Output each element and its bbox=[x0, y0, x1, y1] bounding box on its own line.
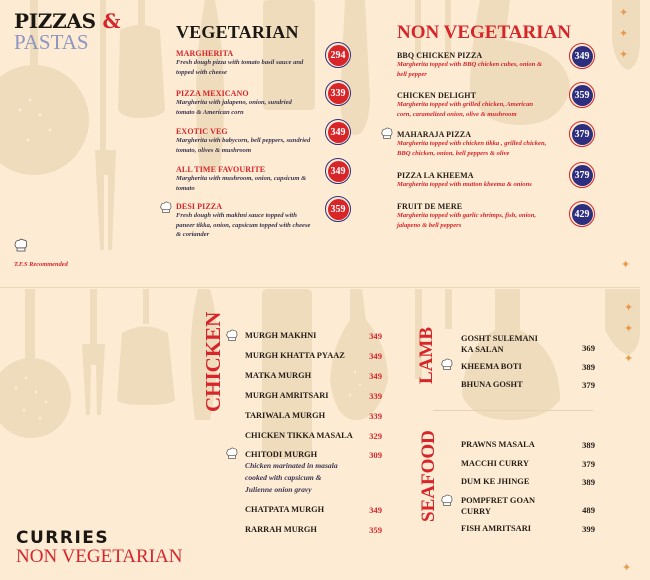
chef-hat-icon bbox=[225, 447, 239, 461]
menu-item[interactable] bbox=[397, 91, 547, 119]
curry-item-price: 309 bbox=[369, 450, 382, 460]
sparkle-icon: ✦ bbox=[624, 301, 634, 314]
sparkle-icon: ✦ bbox=[619, 48, 629, 61]
item-name: DESI PIZZA bbox=[176, 202, 223, 211]
item-description: Margherita with mushroom, onion, capsicum & tomato bbox=[176, 175, 307, 192]
curry-item-price: 349 bbox=[369, 331, 382, 341]
curry-item-price: 489 bbox=[582, 505, 595, 515]
item-description: Margherita with babycorn, bell peppers, sundried tomato, olives & mushroom bbox=[176, 137, 311, 154]
curry-item-price: 389 bbox=[582, 362, 595, 372]
price-badge: 359 bbox=[325, 196, 351, 222]
item-description: Margherita topped with chicken tikka , grilled chicken, BBQ chicken, onion, bell peppers & olive bbox=[397, 140, 547, 157]
curry-item-name-line2: CURRY bbox=[461, 507, 491, 516]
curry-item-name[interactable]: CHICKEN TIKKA MASALA bbox=[245, 431, 353, 440]
curry-item-name[interactable]: MURGH MAKHNI bbox=[245, 331, 317, 340]
price-badge: 349 bbox=[325, 119, 351, 145]
chicken-category-label: CHICKEN bbox=[201, 311, 225, 412]
sparkle-icon: ✦ bbox=[621, 258, 631, 271]
curry-item-price: 329 bbox=[369, 431, 382, 441]
chef-hat-icon bbox=[14, 238, 28, 254]
price-badge: 349 bbox=[325, 158, 351, 184]
curry-item-price: 389 bbox=[582, 477, 595, 487]
curry-item-name[interactable]: MURGH KHATTA PYAAZ bbox=[245, 351, 345, 360]
curry-item-name[interactable]: MURGH AMRITSARI bbox=[245, 391, 329, 400]
category-divider bbox=[433, 410, 593, 411]
item-name: BBQ CHICKEN PIZZA bbox=[397, 51, 483, 60]
curry-item-price: 369 bbox=[582, 343, 595, 353]
curry-item-name[interactable]: CHITODI MURGH bbox=[245, 450, 318, 459]
menu-item[interactable] bbox=[397, 171, 552, 190]
menu-item[interactable] bbox=[176, 49, 311, 77]
curry-item-name[interactable]: DUM KE JHINGE bbox=[461, 477, 530, 486]
curry-item-name[interactable]: CHATPATA MURGH bbox=[245, 505, 325, 514]
curry-item-price: 339 bbox=[369, 391, 382, 401]
curry-item-price: 379 bbox=[582, 459, 595, 469]
item-description: Fresh dough pizza with tomato basil sauce and topped with cheese bbox=[176, 59, 304, 76]
item-description: Margherita topped with garlic shrimps, fish, onion, jalapeno & bell peppers bbox=[397, 212, 537, 229]
curry-item-name-line2: KA SALAN bbox=[461, 345, 504, 354]
curry-item-name[interactable]: KHEEMA BOTI bbox=[461, 362, 522, 371]
item-description: Margherita topped with BBQ chicken cubes, onion & bell pepper bbox=[397, 61, 543, 78]
seafood-category-label: SEAFOOD bbox=[418, 430, 439, 522]
item-name: MARGHERITA bbox=[176, 49, 234, 58]
curry-item-name-line1: POMPFRET GOAN bbox=[461, 496, 536, 505]
item-name: PIZZA MEXICANO bbox=[176, 89, 249, 98]
menu-item[interactable] bbox=[397, 130, 547, 158]
curry-item-name-line1: GOSHT SULEMANI bbox=[461, 334, 538, 343]
item-description: Fresh dough with makhni sauce topped with paneer tikka, onion, capsicum topped with cheese & coriander bbox=[176, 212, 311, 239]
price-badge: 349 bbox=[569, 43, 595, 69]
curry-item-price: 399 bbox=[582, 524, 595, 534]
price-badge: 429 bbox=[569, 201, 595, 227]
chef-hat-icon bbox=[225, 329, 239, 343]
price-badge: 379 bbox=[569, 162, 595, 188]
pastas-title-word: PASTAS bbox=[14, 30, 89, 54]
section-divider bbox=[0, 287, 640, 288]
lamb-category-label: LAMB bbox=[416, 327, 437, 384]
menu-item[interactable] bbox=[176, 202, 316, 240]
sparkle-icon: ✦ bbox=[624, 322, 634, 335]
curry-item-name[interactable]: TARIWALA MURGH bbox=[245, 411, 326, 420]
item-name: FRUIT DE MERE bbox=[397, 202, 463, 211]
chef-hat-icon bbox=[440, 494, 454, 508]
curry-item-description: Chicken marinated in masala cooked with capsicum & Julienne onion gravy bbox=[245, 461, 338, 494]
curry-item-price: 389 bbox=[582, 440, 595, 450]
menu-item[interactable] bbox=[176, 89, 311, 117]
price-badge: 359 bbox=[569, 82, 595, 108]
curry-item-name[interactable] bbox=[461, 333, 538, 355]
curry-item-name[interactable]: MACCHI CURRY bbox=[461, 459, 529, 468]
item-name: PIZZA LA KHEEMA bbox=[397, 171, 474, 180]
curries-title bbox=[16, 529, 182, 567]
chef-hat-icon bbox=[159, 201, 173, 215]
curries-title-word: CURRIES bbox=[16, 528, 110, 548]
item-name: CHICKEN DELIGHT bbox=[397, 91, 477, 100]
curry-item-price: 359 bbox=[369, 525, 382, 535]
pizzas-title-word: PIZZAS bbox=[14, 9, 96, 33]
curry-item-price: 349 bbox=[369, 351, 382, 361]
price-badge: 379 bbox=[569, 121, 595, 147]
item-description: Margherita topped with mutton kheema & onions bbox=[397, 181, 532, 188]
item-description: Margherita topped with grilled chicken, American corn, caramelized onion, olive & mushroom bbox=[397, 101, 534, 118]
curry-item-name[interactable]: MATKA MURGH bbox=[245, 371, 312, 380]
curry-item-price: 339 bbox=[369, 411, 382, 421]
menu-item[interactable] bbox=[176, 165, 311, 193]
item-description: Margherita with jalapeno, onion, sundried tomato & American corn bbox=[176, 99, 292, 116]
pizzas-title-amp: & bbox=[102, 9, 121, 33]
curries-subtitle: NON VEGETARIAN bbox=[16, 546, 183, 567]
curry-item-name[interactable]: RARRAH MURGH bbox=[245, 525, 317, 534]
curry-item-name[interactable]: FISH AMRITSARI bbox=[461, 524, 532, 533]
item-name: EXOTIC VEG bbox=[176, 127, 228, 136]
curry-item-price: 349 bbox=[369, 505, 382, 515]
chef-hat-icon bbox=[380, 127, 394, 141]
item-name: ALL TIME FAVOURITE bbox=[176, 165, 266, 174]
menu-item[interactable] bbox=[397, 202, 547, 230]
menu-item[interactable] bbox=[397, 51, 547, 79]
curry-item-name[interactable] bbox=[461, 495, 535, 517]
sparkle-icon: ✦ bbox=[624, 352, 634, 365]
curry-item-price: 379 bbox=[582, 380, 595, 390]
vegetarian-heading: VEGETARIAN bbox=[176, 22, 299, 42]
menu-item[interactable] bbox=[176, 127, 311, 155]
curry-item-name[interactable]: PRAWNS MASALA bbox=[461, 440, 535, 449]
price-badge: 339 bbox=[325, 80, 351, 106]
curry-item-price: 349 bbox=[369, 371, 382, 381]
chef-hat-icon bbox=[440, 358, 454, 372]
item-name: MAHARAJA PIZZA bbox=[397, 130, 472, 139]
curry-item-name[interactable]: BHUNA GOSHT bbox=[461, 380, 523, 389]
pizzas-title bbox=[14, 11, 120, 53]
sparkle-icon: ✦ bbox=[622, 561, 632, 574]
price-badge: 294 bbox=[325, 42, 351, 68]
sparkle-icon: ✦ bbox=[619, 27, 629, 40]
non-vegetarian-heading: NON VEGETARIAN bbox=[397, 22, 572, 43]
recommended-legend: T.F.S Recommended bbox=[14, 261, 68, 268]
sparkle-icon: ✦ bbox=[619, 6, 629, 19]
